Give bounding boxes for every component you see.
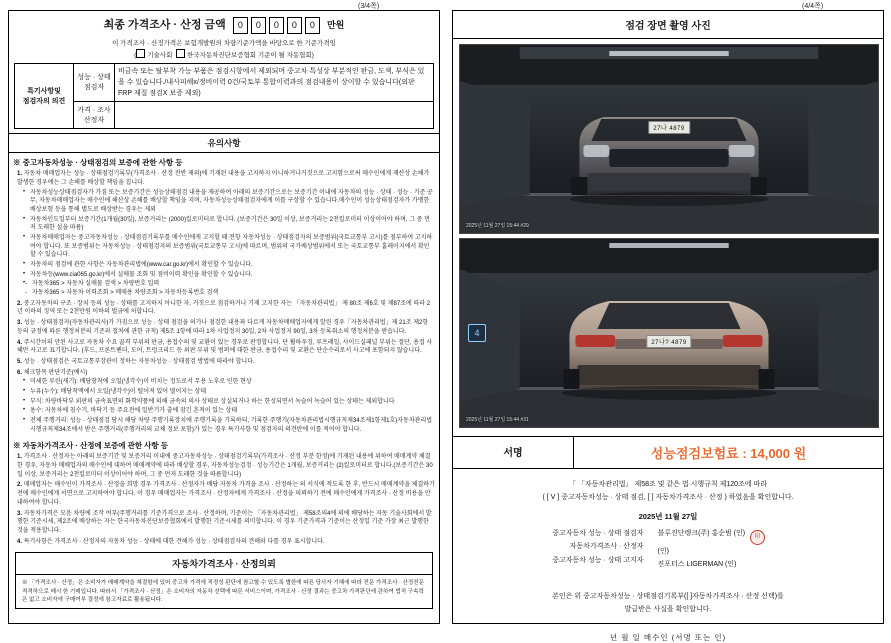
photo-2-timestamp: 2025년 11월 27일 15:44 #31 xyxy=(466,417,529,423)
buyer-note-line-2: 발급받은 사실을 확인합니다. xyxy=(624,606,712,614)
left-sheet xyxy=(8,10,440,624)
legal-line-2: ( [ Ⅴ ] 중고자동차성능 · 상태 점검, [ ] 자동차가격조사 · 산정 ) 하였음을 확인합니다. xyxy=(542,493,794,501)
list-item xyxy=(17,339,435,356)
checkbox-label-1: 기술사회 xyxy=(147,51,173,59)
section2-title: ※ 자동차가격조사 · 산정에 보증에 관한 사항 등 xyxy=(13,441,168,451)
list-item: • 자동차성능상태점검자가 가짐 또는 보증기간은 성능상태점검 내용을 제공하여 아래의 보증기간으로는 보증기간 이내에 자동차의 성능 · 상태 · 성능 · 기준 공무, 자동차매매업자는 매수인에 해산상 손해를 배상할 책임을 지며, 자동차성능상태점검자에게 이를 구상할 수 있습니다.매수인이 성능상태점검자가 가맹한 배상보험 등을 통해 별도로 배상받는 경우는 제외 xyxy=(23,189,435,215)
inspection-insurance-fee: 성능점검보험료 : 14,000 원 xyxy=(650,446,807,461)
checkbox-label-2: 한국자동차진단보증협회 기준이 될 자동협회 xyxy=(187,51,312,59)
signature-label: 서명 xyxy=(453,437,574,468)
opinion-role-inspector: 성능 · 상태점검자 xyxy=(74,63,115,102)
amount-digit: 0 xyxy=(233,17,248,34)
opinion-inspector-value: 비금속 또는 탈부착 가능 부품은 점검시항에서 제외되며 중고차 특성상 부분적인 판금, 도색, 부식은 있을 수 있습니다./내사피해x/정비이력 0건/국토부 통합이력과의 점검내용이 상이할 수 있습니다(외판 FRP 재질 점검X 보증 제외) xyxy=(115,63,434,102)
item-no: 2. xyxy=(17,300,23,307)
list-item xyxy=(17,538,435,547)
list-item xyxy=(17,170,435,298)
buyer-confirmation-note xyxy=(453,572,883,623)
item-text: 성능 · 상태점검자(자동차관리사)가 가짐으로 성능 · 상태 점검을 허가나 점검한 내용과 다르게 자동차매매업자에게 알린 경우「자동차관리법」제 21조 제2항 등의 규정에 따른 행정처분의 기준과 절차에 관한 규칙) 제5조 1항에 따라 1차 사업정지 30일, 2차 사업정지 90일, 3차 등록취소의 행정처분을 받습니다. xyxy=(17,320,429,335)
party-names xyxy=(658,527,843,572)
buyer-note-line-1: 본인은 위 중고자동차성능 · 상태점검기록부([ ]자동차가격조사 · 산정 선택)를 xyxy=(552,592,784,600)
photo-2-graphic xyxy=(460,239,878,427)
photo-1-graphic xyxy=(460,45,878,233)
right-page xyxy=(452,3,884,643)
right-sheet xyxy=(452,10,884,643)
photo-gallery xyxy=(453,39,883,436)
item-text: 체크항목 판단기준(예시) xyxy=(23,369,88,376)
party-role-inspector: 중고자동차 성능 · 상태 점검자 xyxy=(552,530,644,538)
item-text: 성능 · 상태점검은 국토교통부장관이 정하는 자동차성능 · 상태점검 방법에 따라야 합니다. xyxy=(23,358,255,365)
list-item: - 자동차365 > 자동차 실매물 검색 > 차량번호 입력 xyxy=(25,280,435,289)
item-text: 가격조사 · 산정자는 아래의 보증기간 및 보증거리 이내에 중고자동차성능 · 상태점검기록부(가격조사 · 산정 부분 한정)에 기재된 내용에 위하여 매매계약 체결한 경우, 자동차 매매업자의 매수인에 대하여 매매계약에 따라 배상할 경우, 자동차성능검정 · 성능기간은 1개월, 보증거리는 (2)킬로미터로 합니다.(보증기간은 30일 이상, 보증거리는 2천킬로미터 이상이어야 하며, 그 중 먼저 도래한 것을 따름합니다) xyxy=(17,454,433,478)
party-name-inspector: 블루진단렝크(주) 홍순범 (인) xyxy=(657,530,746,538)
legal-line-1: 「 「자동차관리법」 제58조 및 같은 법 시행규칙 제120조에 따라 xyxy=(568,481,768,488)
list-item xyxy=(17,481,435,507)
list-item: • 부식: 차량바닥부 외판의 금속표면의 화학약품에 의해 금속의 의사 상태로 상실되거나 하는 한성되면서 녹슬어 녹슬어 있는 상태는 제외합니다 xyxy=(23,398,435,407)
photo-section-title: 점검 장면 촬영 사진 xyxy=(453,11,883,39)
opinion-appraiser-value xyxy=(115,102,434,129)
amount-digit: 0 xyxy=(251,17,266,34)
seal-stamp-icon: 印 xyxy=(750,530,765,545)
left-page-number: (3/4쪽) xyxy=(358,3,380,10)
party-name-discloser: 진포터스 LIGERMAN (인) xyxy=(657,561,737,569)
list-item: • 미세한 루린(새기): 배당창착에 오일(냉각수)이 비치는 정도로서 무용 노후로 인한 현상 xyxy=(23,378,435,387)
party-role-discloser: 중고자동차 성능 · 상태 고지자 xyxy=(552,556,644,564)
buyer-signature-line: 년 월 일 매수인 (서명 또는 인) xyxy=(609,633,727,643)
list-item: • 용수: 자동차에 침수기, 바닥기 등 주요전에 일반기가 출에 잠긴 흔적이 있는 상태 xyxy=(23,407,435,416)
amount-digit: 0 xyxy=(287,17,302,34)
item-no: 4. xyxy=(17,339,23,346)
list-item: • 자동차의 점검에 관한 사항은 자동차관리법에(www.car.go.kr)에서 확인할 수 있습니다. xyxy=(23,261,435,270)
amount-unit: 만원 xyxy=(326,20,345,30)
legal-statement xyxy=(453,469,883,508)
item-text: 특기사항은 가격조사 · 산정자의 자동차 성능 · 상태에 대한 견해가 성능 · 상태점검자의 견해와 다를 경우 표시합니다. xyxy=(23,538,325,545)
list-item xyxy=(17,319,435,336)
item-no: 6. xyxy=(17,369,23,376)
list-item xyxy=(17,369,435,435)
amount-digit-boxes xyxy=(233,17,320,34)
party-name-inspector-wrap xyxy=(658,527,843,545)
standard-checkbox-row: ( 기술사회 한국자동차진단보증협회 기준이 될 자동협회) xyxy=(9,48,439,60)
list-item: • 누유(누수): 배당착액에서 오일(냉각수)이 떨어져 있어 떨어지는 상태 xyxy=(23,388,435,397)
party-roles xyxy=(494,527,658,572)
list-item: • 자동차인도일부터 보증기간(1개월(30일), 보증거리는 (2000)킬로미터로 합니다. (보증기간은 30일 이상, 보증거리는 2천킬로미터 이상이어야 하며, 그 중 먼저 도래한 설을 따름) xyxy=(23,216,435,233)
item-text: 중고자동차의 구조 · 장치 등의 성능 · 상태를 고지하지 아니한 자, 거짓으로 점검하거나 기재 고지한 자는 「자동차관리법」 제 80조 제6호 및 제87조에 따라 2년 이하의 징역 또는 2천만원 이하의 벌금에 처합니다. xyxy=(17,300,431,316)
inspection-photo-front xyxy=(459,44,879,234)
item-text: 매매업자는 매수인이 가격조사 · 산정을 희망 경우 가격조사 · 산정자가 배당 자동차 가격을 조사 · 산정하는 의 서식에 적도록 한 후, 반드시 매매계약을 체결하기 전에 매수인에게 서면으로 고지하여야 합니다. 이 경우 매매업자는 가격조사 · 산정자에게 가격조사 · 산정을 의뢰하기 전에 매수인에게 가격조사 · 산정 비용을 안내하여야 합니다. xyxy=(17,482,435,506)
signature-row xyxy=(453,436,883,469)
item-text: 자동차가격은 모음 차량에 조작 여부(주행거리를 기준가격으로 조사 · 산정하며, 기준이는 「자동차관리법」 제58조의4에 의에 배당하는 자동 기술사회에서 발행한 기준시세, 제2조에 배상하는 자는 한국자동차진단보증협회에서 발행한 기준시세를 의미합니다. 이 경우 기준가격과 기준이는 산정일 기준 가장 최근 발행한 것을 적용합니다. xyxy=(17,510,432,534)
notice-header: 유의사항 xyxy=(9,133,439,153)
checkbox-gisulsahoe[interactable] xyxy=(136,49,145,58)
section1-body xyxy=(9,170,439,434)
item-no: 3. xyxy=(17,510,23,517)
list-item xyxy=(17,300,435,317)
item-no: 3. xyxy=(17,320,23,327)
list-item: • 자동차등(www.cia065.go.kr)에서 실매물 조회 및 점비이력 확인을 확인할 수 있습니다. xyxy=(23,271,435,280)
photo-2-camera-badge: 4 xyxy=(468,324,486,342)
final-price-title xyxy=(9,11,439,37)
opinion-table-wrap xyxy=(9,60,439,130)
opinion-role-appraiser: 가격 · 조사산정자 xyxy=(74,102,115,129)
final-price-title-text: 최종 가격조사 · 산정 금액 xyxy=(103,19,226,31)
photo-2-plate: 27나? 4879 xyxy=(646,335,691,348)
amount-digit: 0 xyxy=(269,17,284,34)
price-survey-request-title: 자동차가격조사 · 산정의뢰 xyxy=(16,553,432,575)
list-item: • 전체 주행거리: 성능 · 상태점검 당시 해당 차량 주행기록장치에 주행기록을 기록하되, 기록한 주행기(자동차관리법시행규칙제34조제1항제1호)자동차관리법시행규칙제34조에서 받은 주행거리(주행거리의 교체 정보 포함)가 있는 경우 특기사항 및 점검자의 의견란에 이를 적어야 합니다. xyxy=(23,417,435,434)
list-item: - 자동차365 > 자동차 이력조회 > 매매용 차량조회 > 자동차등록번호 검색 xyxy=(25,289,435,298)
photo-1-plate: 27나 4879 xyxy=(648,121,690,134)
list-item xyxy=(17,453,435,479)
right-page-number: (4/4쪽) xyxy=(802,3,824,10)
price-survey-request-body: ※ 「가격조사 · 산정」은 소비자가 매매계약을 체결함에 있어 중고차 가격에 적정성 판단에 참고할 수 있도록 별한에 따른 당사자 기혜에 따라 전문 가격조사 · 산정전문 적격하으로 메시 한 기매입니다. 따라서 「가격조사 · 산정」은 소비자의 자동차 선택에 따른 서비스이며, 가격조사 · 산정 결과는 중고차 가격판단에 관하여 법적 구속력은 없고 소비자에 구매여부 결정에 참고자료로 활용됩니다. xyxy=(22,580,425,604)
item-no: 1. xyxy=(17,171,23,178)
issue-date: 2025년 11월 27일 xyxy=(638,512,698,522)
photo-1-timestamp: 2025년 11월 27일 15:44 #29 xyxy=(466,223,529,229)
opinion-table xyxy=(14,63,434,130)
list-item: • 자동차매매업자는 중고자동차성능 · 상태점검기록부를 매수인에게 고지할 때 전항 자동차성능 · 상태점검자의 보증범위(국토교통부 고시)를 첨부하여 고지하여야 합니다. 또 보증범위는 자동차성능 · 상태점검자의 보증범위(국토교통부 고시)에 따르며, 범위의 국가배상범위에서 또는 국토교통부 홈페이지에서 확인할 수 있습니다. xyxy=(23,234,435,260)
party-signature-block xyxy=(453,527,883,572)
section2-body xyxy=(9,453,439,546)
party-name-appraiser: (인) xyxy=(657,548,669,556)
item-no: 5. xyxy=(17,358,23,365)
amount-subnote: 이 가격조사 · 산정가격은 보험개발원의 차량기준가액을 바탕으로 한 기준가격임 xyxy=(112,39,336,47)
item-text: 자동차 매매업자는 성능 · 상태점검기록부(가격조사 · 산정 전반 제외)에 기재된 내용을 고지하지 아니하거나거짓으로 고지함으로써 매수인에게 재산상 손해가 발생한 경우에는 그 손해를 배상할 책임을 집니다. xyxy=(17,171,430,186)
price-survey-request-box xyxy=(15,552,433,609)
list-item xyxy=(17,358,435,367)
section1-title: ※ 중고자동차성능 · 상태점검의 보증에 관한 사항 등 xyxy=(13,158,183,168)
list-item xyxy=(17,510,435,536)
amount-digit: 0 xyxy=(305,17,320,34)
item-no: 4. xyxy=(17,538,23,545)
item-no: 2. xyxy=(17,482,23,489)
opinion-table-row-label: 특기사항및 점검자의 의견 xyxy=(15,63,74,129)
item-no: 1. xyxy=(17,454,23,461)
party-role-appraiser: 자동차가격조사 · 산정자 xyxy=(569,543,644,551)
item-text: 주시간이의 안된 사고로 자동차 수요 골격 부위의 판금, 용접수의 및 교환이 있는 경우로 판정합니다. 단 휠하우징, 루프레일, 사이드실패널 부위는 절단, 용접 사혜만 사고로 표기합니다. (후드, 프론트펜더, 도어, 트렁크리드 등 외판 부위 및 범퍼에 대한 판금, 용접수리 및 교환은 단순수리로서 사고에 포함되지 않습니다. xyxy=(17,339,433,355)
left-page xyxy=(8,3,440,624)
inspection-photo-rear xyxy=(459,238,879,428)
checkbox-kadpa[interactable] xyxy=(176,49,185,58)
